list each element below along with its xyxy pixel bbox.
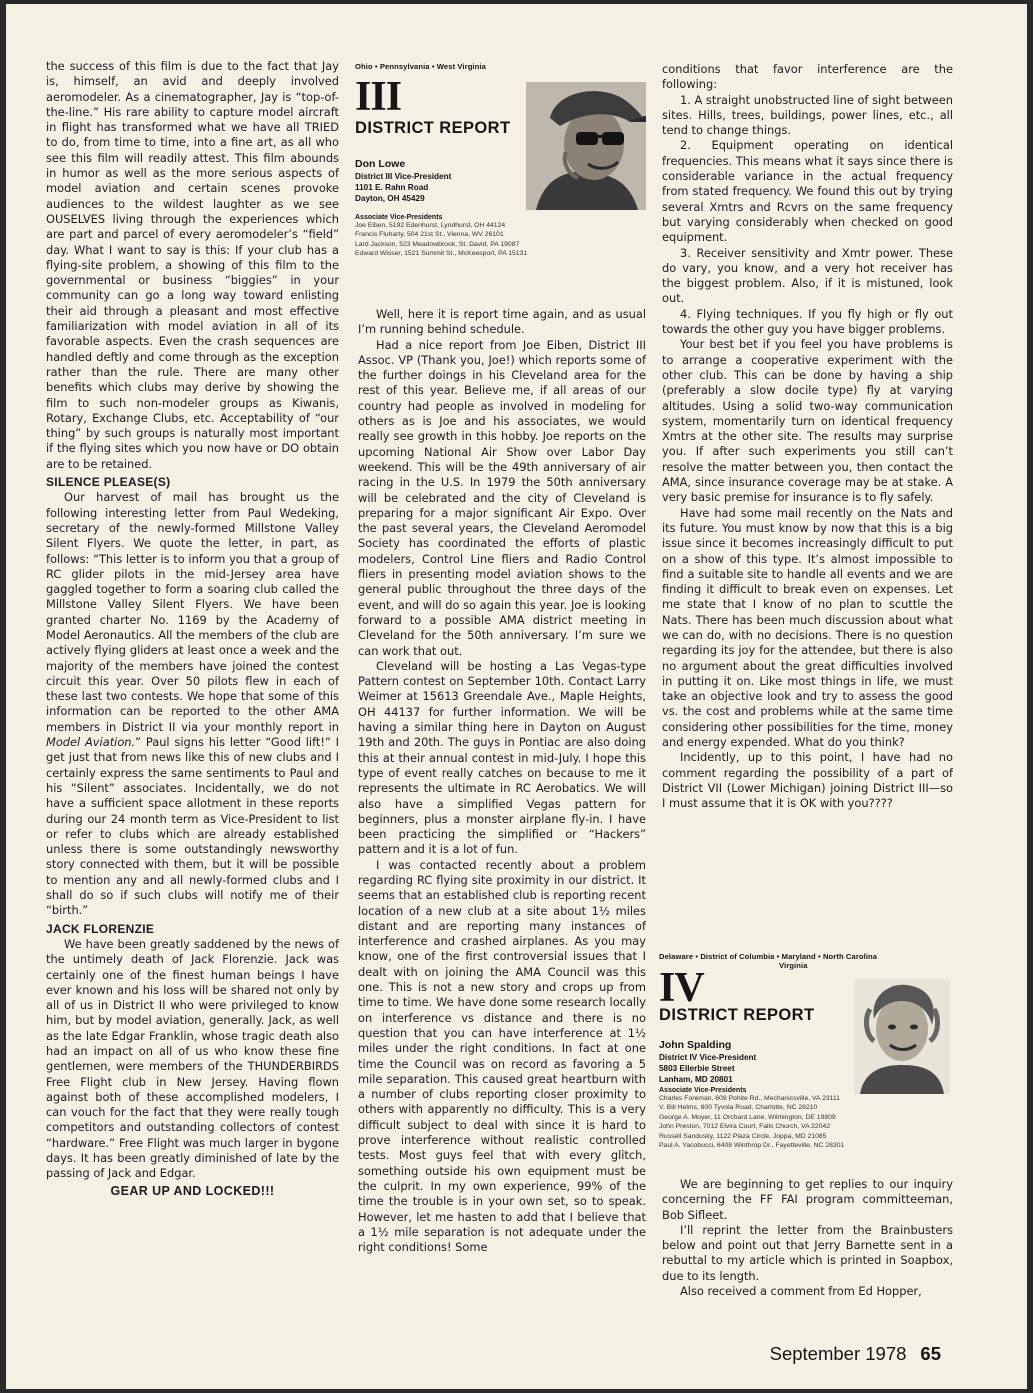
d3-paragraph: Well, here it is report time again, and as usual I’m running behind schedule. <box>358 307 646 337</box>
film-paragraph: the success of this film is due to the fact that Jay is, himself, an avid and deeply involved aeromodeler. As a cinematographer, Jay is “top-of-the-line.” His rare ability to capture model aircraft in flight has transformed what we have all TRIED to do, from time to time, into a fine art, as all who see this film will readily attest. This film abounds in humor as well as the more serious aspects of model aviation and certain scenes provoke audiences to the wildest laughter as we see OUSELVES living through the experiences which are part and parcel of every aeromodeler’s “field” day. What I want to say is this: If your club has a flying-site problem, a showing of this film to the governmental or business “biggies” in your community can go a long way toward enlisting their aid through a pleasant and most effective familiarization with model aviation in all of its favorable aspects. Even the crash sequences are handled deftly and come through as the exception rather than the rule. There are many other benefits which clubs may derive by showing the film to such non-modeler groups as Kiwanis, Rotary, Exchange Clubs, etc. Acceptability of “our thing” by such groups is naturally most important if the flying sites which you now have or DO obtain are to be retained. <box>46 59 339 471</box>
district-iii-title: DISTRICT REPORT <box>355 119 511 137</box>
model-aviation-title: Model Aviation. <box>46 735 136 750</box>
john-spalding-photo <box>854 979 950 1094</box>
page-footer <box>770 1343 941 1365</box>
district-iv-vp-address: 5803 Ellerbie Street <box>659 1064 735 1073</box>
d3-paragraph: I was contacted recently about a problem regarding RC flying site proximity in our district. It seems that an established club is reporting recent location of a new club at a site about 1½ miles distant and are reporting many instances of interference and crashed airplanes. As you may know, one of the first controversial issues that I dealt with on joining the AMA Council was this one. This is not a new story and crops up from time to time. We have done some research locally on interference vs distance and there is no question that you can have interference at 1½ miles under the right conditions. In fact at one time the Council was on record as favoring a 5 mile separation. This caused great heartburn with a number of clubs reporting closer proximity to others with apparently no difficulty. This is a very difficult subject to deal with since it is hard to prove interference without realistic controlled tests. Most guys feel that with every glitch, something outside his own equipment must be the culprit. In my own experience, 99% of the time the trouble is in your own set, so to speak. However, let me hasten to add that I believe that a 1½ mile separation is not adequate under the right conditions! Some <box>358 857 646 1255</box>
district-iv-associate: Charles Foreman, 609 Pohite Rd., Mechanicsville, VA 23111 <box>659 1095 840 1102</box>
district-iii-associate: Joe Eiben, 5192 Edenhurst, Lyndhurst, OH 44124 <box>355 222 506 229</box>
letter-text-part2: ” Paul signs his letter “Good lift!” I get just that from news like this of new clubs and I certainly express the same sentiments to Paul and his “Silent” associates. Incidentally, we do not have a sufficient space allotment in these reports during our 24 month term as Vice-President to list or refer to clubs which are already established unless there is some outstandingly newsworthy story connected with them, but it will be possible to mention any and all newly-formed clubs and I shall do so if such clubs will notify me of their “birth.” <box>46 735 339 918</box>
closing-line: GEAR UP AND LOCKED!!! <box>110 1183 275 1198</box>
district-iv-associate: V. Bill Helms, 800 Tyvola Road, Charlotte, NC 28210 <box>659 1104 818 1112</box>
d3-paragraph: Your best bet if you feel you have problems is to arrange a cooperative experiment with the other club. This can be done by having a ship (preferably a slow docile type) fly at varying altitudes. Using a solid two-way communication system, momentarily turn on identical frequency Xmtrs at the other site. The results may surprise you. If after such experiments you still can’t resolve the matter between you, then contact the AMA, since insurance coverage may be at stake. A very basic premise for insurance is to fly safely. <box>662 337 953 505</box>
column-district-ii-continued <box>46 59 339 1339</box>
magazine-page <box>6 4 1027 1389</box>
page-number: 65 <box>920 1343 941 1364</box>
district-iii-vp-city: Dayton, OH 45429 <box>355 194 425 203</box>
column-district-iii <box>358 307 646 1337</box>
d3-list-item: 1. A straight unobstructed line of sight between sites. Hills, trees, buildings, power lines, etc., all tend to change things. <box>662 92 953 138</box>
district-iv-associate: Paul A. Yacobucci, 6408 Winthrop Dr., Fayetteville, NC 28301 <box>659 1142 845 1150</box>
d3-paragraph: Incidently, up to this point, I have had no comment regarding the possibility of a part of District VII (Lower Michigan) joining District III—so I must assume that it is OK with you???? <box>662 750 953 811</box>
letter-text-part1: Our harvest of mail has brought us the following interesting letter from Paul Wedeking, secretary of the newly-formed Millstone Valley Silent Flyers. We quote the letter, in part, as follows: “This letter is to inform you that a group of RC glider pilots in the mid-Jersey area have gaggled together to form a soaring club called the Millstone Valley Silent Flyers. We have been granted charter No. 1169 by the Academy of Model Aeronautics. All the members of the club are actively flying gliders at least once a week and the majority of the members have joined the contest circuit this year. Over 50 pilots flew in each of these last two contests. We hope that some of this information can be reported to the other AMA members in District II via your monthly report in <box>46 490 339 734</box>
district-iii-associate: Lard Jackson, 523 Meadowbrook, St. David, PA 19087 <box>355 240 520 248</box>
district-iii-associate: Francis Fluharty, 504 21st St., Vienna, WV 26101 <box>355 231 504 239</box>
d4-paragraph: Also received a comment from Ed Hopper, <box>680 1284 922 1299</box>
d3-paragraph: Had a nice report from Joe Eiben, District III Assoc. VP (Thank you, Joe!) which reports some of the further doings in his Cleveland area for the rest of this year. Believe me, if all areas of our country had people as involved in modeling for others as is Joe and his associates, we would really see growth in this hobby. Joe reports on the upcoming National Air Show over Labor Day weekend. This will be the 49th anniversary of air racing in the U.S. In 1979 the 50th anniversary will be celebrated and the city of Cleveland is preparing for a major significant Air Expo. Over the past several years, the Cleveland Aeromodel Society has coordinated the efforts of plastic modelers, Control Line fliers and Radio Control fliers in presenting model aviation shows to the general public throughout the three days of the event, and will do so again this year. Joe is looking forward to a possible AMA district meeting in Cleveland for the 50th anniversary. I’m sure we can work that out. <box>358 337 646 658</box>
district-iv-states-line2: Virginia <box>779 961 808 970</box>
district-iii-states: Ohio • Pennsylvania • West Virginia <box>355 62 486 71</box>
district-iv-vp-name: John Spalding <box>659 1039 732 1051</box>
d3-list-item: 3. Receiver sensitivity and Xmtr power. These do vary, you know, and a very hot receiver has the biggest problem. Also, if it is mistuned, look out. <box>662 245 953 306</box>
district-iv-title: DISTRICT REPORT <box>659 1006 815 1024</box>
d4-paragraph: I’ll reprint the letter from the Brainbusters below and point out that Jerry Barnette sent in a rebuttal to my article which is printed in Soapbox, due to its length. <box>662 1222 953 1283</box>
district-iii-vp-address: 1101 E. Rahn Road <box>355 183 429 192</box>
silence-please-paragraph <box>46 490 339 918</box>
d3-paragraph: Have had some mail recently on the Nats and its future. You must know by now that this is a big issue since it becomes increasingly difficult to put on a show of this type. It’s almost impossible to find a suitable site to handle all events and we are finding it difficult to break even on expenses. Let me state that I know of no plan to scuttle the Nats. There has been much discussion about what we can do, with no decisions. There is no question regarding its joy for the attendee, but there is also no argument about the great difficulties involved in putting it on. Like most things in life, we must take an objective look and try to assess the good vs. the cost and problems while at the same time considering other possibilities for the time, money and energy expended. What do you think? <box>662 505 953 750</box>
d3-list-item: 2. Equipment operating on identical frequencies. This means what it says since there is considerable variance in the actual frequency from stated frequency. We found this out by trying several Xmtrs and Rcvrs on the same frequency but varying considerably when checked on good equipment. <box>662 138 953 245</box>
district-iii-associate: Edward Wisser, 1521 Summit St., McKeesport, PA 15131 <box>355 250 528 258</box>
district-iii-vp-name: Don Lowe <box>355 158 406 170</box>
district-iv-associate: John Preston, 7012 Elvira Court, Falls Church, VA 22042 <box>659 1123 831 1131</box>
florenzie-paragraph: We have been greatly saddened by the news of the untimely death of Jack Florenzie. Jack was certainly one of the finest human beings I have ever known and his loss will be shared not only by all of us in District II who were privileged to know him, but by model aviation, generally. Jack, as well as the late Edgar Franklin, whose tragic death also had an impact on all of us who know these fine gentlemen, were members of the THUNDERBIRDS Free Flight club in New Jersey. Having flown against both of these accomplished modelers, I can vouch for the fact that they were really tough competitors and outstanding collectors of contest “hardware.” Free Flight was much larger in bygone days. It has been greatly diminished of late by the passing of Jack and Edgar. <box>46 936 339 1181</box>
d4-paragraph: We are beginning to get replies to our inquiry concerning the FF FAI program committeeman, Bob Sifleet. <box>662 1177 953 1222</box>
district-iii-numeral: III <box>355 74 402 120</box>
district-iii-associates-label: Associate Vice-Presidents <box>355 214 443 221</box>
district-iv-vp-city: Lanham, MD 20801 <box>659 1075 733 1084</box>
column-district-iii-continued <box>662 62 953 909</box>
d3-paragraph: Cleveland will be hosting a Las Vegas-type Pattern contest on September 10th. Contact Larry Weimer at 15613 Greendale Ave., Maple Heights, OH 44137 for further information. We will be having a similar thing here in Dayton on August 19th and 20th. The guys in Pontiac are also doing this at their annual contest in mid-July. I hope this type of event really catches on because to me it represents the ultimate in RC Aerobatics. We will also have a simplified Vegas pattern for beginners, plus a monster airplane fly-in. I have been practicing the simplified or “Hackers” pattern and it is a lot of fun. <box>358 658 646 857</box>
silence-please-heading: SILENCE PLEASE(S) <box>46 475 171 490</box>
d3-list-item: 4. Flying techniques. If you fly high or fly out towards the other guy you have bigger problems. <box>662 306 953 337</box>
issue-date: September 1978 <box>769 1343 907 1364</box>
d3-paragraph: conditions that favor interference are the following: <box>662 62 953 92</box>
district-iv-associate: Russell Sandusky, 1122 Plaza Circle, Joppa, MD 21085 <box>659 1132 827 1140</box>
portrait-drawing <box>854 979 950 1094</box>
district-iv-numeral: IV <box>659 965 704 1011</box>
district-iv-vp-role: District IV Vice-President <box>659 1053 757 1062</box>
don-lowe-photo <box>526 82 646 210</box>
district-iv-states: Delaware • District of Columbia • Maryland • North Carolina <box>659 952 878 961</box>
portrait-drawing <box>526 82 646 210</box>
jack-florenzie-heading: JACK FLORENZIE <box>46 921 155 936</box>
district-iv-associate: George A. Moyer, 11 Orchard Lane, Wilmington, DE 19809 <box>659 1113 836 1121</box>
column-district-iv <box>662 1177 953 1332</box>
district-iii-vp-role: District III Vice-President <box>355 172 452 181</box>
district-iv-associates-label: Associate Vice-Presidents <box>659 1087 747 1094</box>
